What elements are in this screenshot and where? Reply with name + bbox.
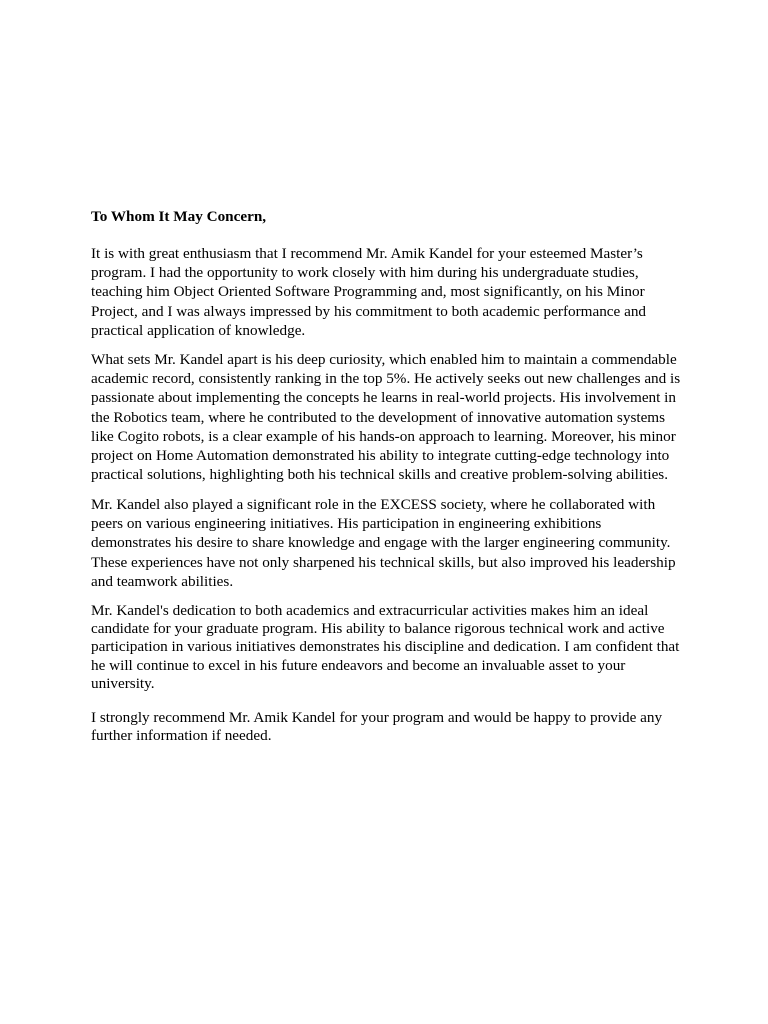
paragraph-line: the Robotics team, where he contributed to the development of innovative automation systems <box>91 408 666 426</box>
paragraph-line: Mr. Kandel's dedication to both academics and extracurricular activities makes him an ideal <box>91 602 649 619</box>
paragraph-line: It is with great enthusiasm that I recommend Mr. Amik Kandel for your esteemed Master’s <box>91 245 643 262</box>
letter-salutation: To Whom It May Concern, <box>91 208 267 225</box>
paragraph-line: candidate for your graduate program. His ability to balance rigorous technical work and active <box>91 620 665 638</box>
paragraph-line: university. <box>91 674 155 692</box>
paragraph-closing <box>91 709 683 745</box>
paragraph-recommendation-intro <box>91 244 683 340</box>
paragraph-line: further information if needed. <box>91 727 272 745</box>
paragraph-line: peers on various engineering initiatives. His participation in engineering exhibitions <box>91 515 602 533</box>
paragraph-line: I strongly recommend Mr. Amik Kandel for your program and would be happy to provide any <box>91 709 663 726</box>
paragraph-line: What sets Mr. Kandel apart is his deep curiosity, which enabled him to maintain a commendable <box>91 351 677 368</box>
paragraph-line: he will continue to excel in his future endeavors and become an invaluable asset to your <box>91 656 626 674</box>
paragraph-dedication <box>91 602 683 693</box>
paragraph-line: demonstrates his desire to share knowledge and engage with the larger engineering community. <box>91 534 671 552</box>
paragraph-excess-society <box>91 495 683 591</box>
paragraph-line: teaching him Object Oriented Software Programming and, most significantly, on his Minor <box>91 283 645 301</box>
paragraph-line: These experiences have not only sharpened his technical skills, but also improved his leadership <box>91 553 676 571</box>
paragraph-line: program. I had the opportunity to work closely with him during his undergraduate studies, <box>91 264 639 282</box>
paragraph-line: passionate about implementing the concepts he learns in real-world projects. His involvement in <box>91 389 676 407</box>
paragraph-line: practical solutions, highlighting both his technical skills and creative problem-solving abilities. <box>91 466 669 484</box>
paragraph-line: practical application of knowledge. <box>91 321 306 339</box>
paragraph-curiosity-projects <box>91 350 683 484</box>
paragraph-line: participation in various initiatives demonstrates his discipline and dedication. I am confident that <box>91 638 680 656</box>
paragraph-line: and teamwork abilities. <box>91 572 234 590</box>
paragraph-line: project on Home Automation demonstrated his ability to integrate cutting-edge technology into <box>91 447 670 465</box>
paragraph-line: academic record, consistently ranking in the top 5%. He actively seeks out new challenges and is <box>91 370 681 388</box>
paragraph-line: Mr. Kandel also played a significant role in the EXCESS society, where he collaborated with <box>91 496 656 513</box>
paragraph-line: like Cogito robots, is a clear example of his hands-on approach to learning. Moreover, his minor <box>91 427 676 445</box>
paragraph-line: Project, and I was always impressed by his commitment to both academic performance and <box>91 302 647 320</box>
